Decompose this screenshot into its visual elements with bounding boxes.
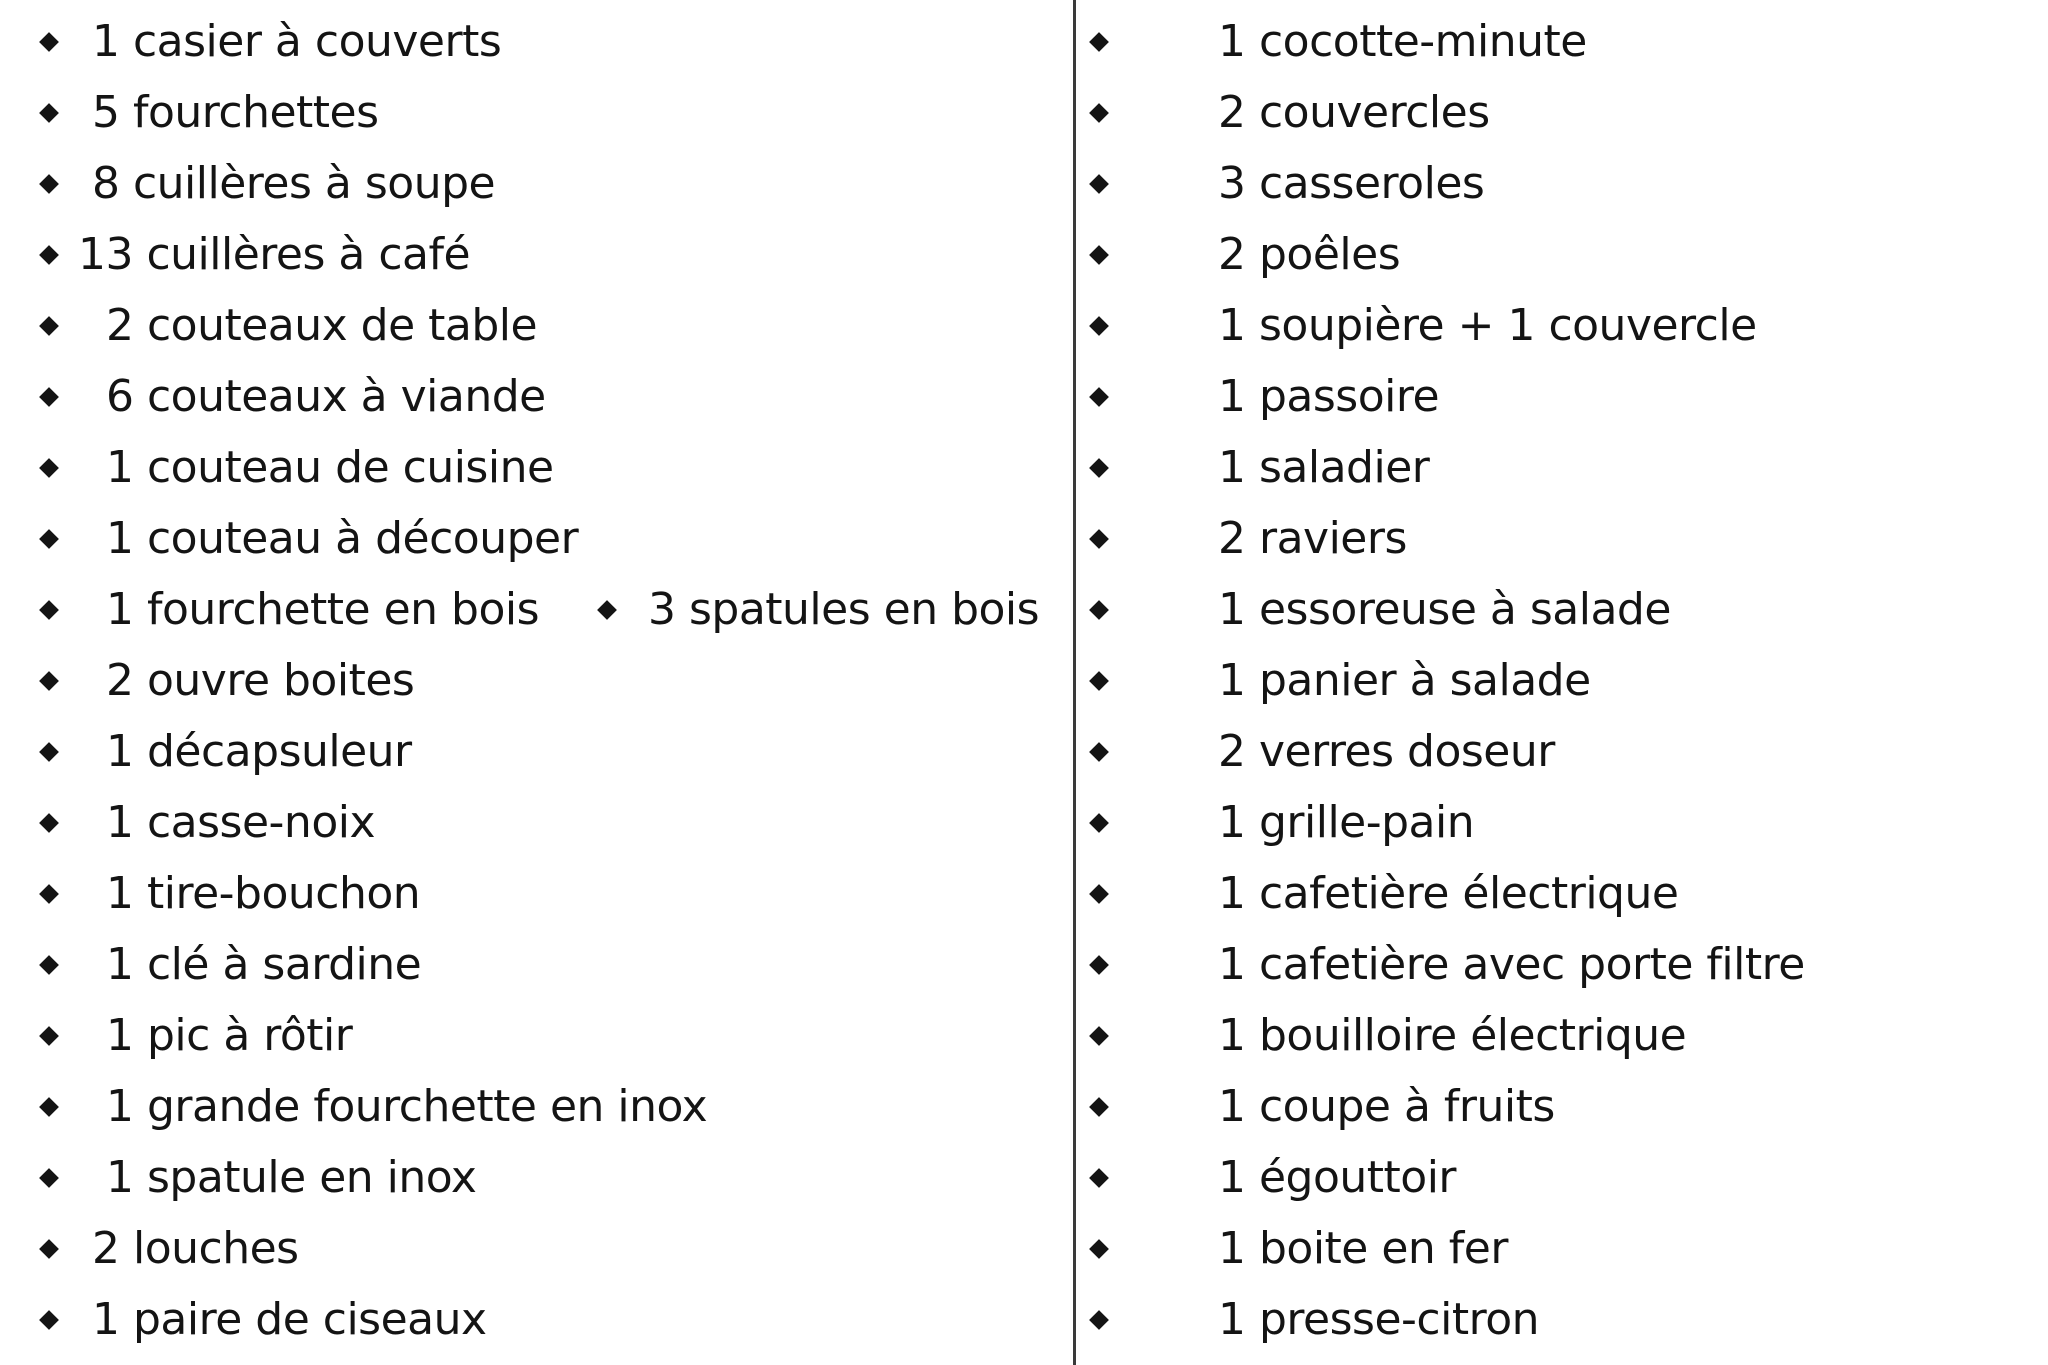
bullet-icon	[39, 458, 59, 478]
bullet-icon	[39, 245, 59, 265]
item-label: 1 fourchette en bois	[106, 584, 540, 635]
bullet-icon	[1089, 529, 1109, 549]
item-label: 2 couteaux de table	[106, 300, 538, 351]
item-label: 1 tire-bouchon	[106, 868, 421, 919]
item-label: 2 ouvre boites	[106, 655, 415, 706]
item-label: 1 grille-pain	[1218, 797, 1475, 848]
item-label: 1 décapsuleur	[106, 726, 412, 777]
bullet-icon	[1089, 1026, 1109, 1046]
item-label: 2 raviers	[1218, 513, 1407, 564]
item-label-inline-extra: 3 spatules en bois	[648, 584, 1040, 635]
bullet-icon	[1089, 103, 1109, 123]
bullet-icon	[39, 32, 59, 52]
item-label: 1 paire de ciseaux	[92, 1294, 487, 1345]
bullet-icon	[1089, 316, 1109, 336]
item-label: 2 poêles	[1218, 229, 1401, 280]
item-label: 2 louches	[92, 1223, 299, 1274]
bullet-icon	[39, 884, 59, 904]
item-label: 13 cuillères à café	[78, 229, 471, 280]
item-label: 2 couvercles	[1218, 87, 1490, 138]
bullet-icon	[39, 529, 59, 549]
bullet-icon	[39, 1168, 59, 1188]
item-label: 1 saladier	[1218, 442, 1430, 493]
bullet-icon	[1089, 1168, 1109, 1188]
item-label: 3 casseroles	[1218, 158, 1485, 209]
item-label: 1 passoire	[1218, 371, 1440, 422]
bullet-icon	[1089, 458, 1109, 478]
bullet-icon	[1089, 1310, 1109, 1330]
bullet-icon	[1089, 955, 1109, 975]
bullet-icon	[39, 1097, 59, 1117]
bullet-icon	[1089, 813, 1109, 833]
bullet-icon	[39, 174, 59, 194]
bullet-icon	[39, 103, 59, 123]
bullet-icon	[1089, 174, 1109, 194]
item-label: 1 coupe à fruits	[1218, 1081, 1555, 1132]
item-label: 1 cocotte-minute	[1218, 16, 1587, 67]
bullet-icon	[1089, 1097, 1109, 1117]
bullet-icon	[39, 600, 59, 620]
item-label: 1 presse-citron	[1218, 1294, 1539, 1345]
item-label: 6 couteaux à viande	[106, 371, 546, 422]
item-label: 1 bouilloire électrique	[1218, 1010, 1687, 1061]
item-label: 1 grande fourchette en inox	[106, 1081, 708, 1132]
item-label: 1 couteau de cuisine	[106, 442, 554, 493]
bullet-icon	[1089, 387, 1109, 407]
bullet-icon	[39, 1239, 59, 1259]
item-label: 1 couteau à découper	[106, 513, 579, 564]
bullet-icon	[39, 742, 59, 762]
item-label: 5 fourchettes	[92, 87, 379, 138]
bullet-icon	[39, 1310, 59, 1330]
bullet-icon	[1089, 600, 1109, 620]
bullet-icon	[39, 813, 59, 833]
item-label: 1 égouttoir	[1218, 1152, 1457, 1203]
item-label: 1 cafetière avec porte filtre	[1218, 939, 1805, 990]
item-label: 1 casse-noix	[106, 797, 375, 848]
column-divider	[1073, 0, 1076, 1365]
bullet-icon	[39, 1026, 59, 1046]
item-label: 8 cuillères à soupe	[92, 158, 496, 209]
item-label: 1 essoreuse à salade	[1218, 584, 1671, 635]
item-label: 1 pic à rôtir	[106, 1010, 353, 1061]
bullet-icon	[39, 955, 59, 975]
item-label: 1 soupière + 1 couvercle	[1218, 300, 1757, 351]
item-label: 1 casier à couverts	[92, 16, 502, 67]
bullet-icon	[597, 600, 617, 620]
item-label: 1 clé à sardine	[106, 939, 422, 990]
bullet-icon	[39, 671, 59, 691]
item-label: 2 verres doseur	[1218, 726, 1555, 777]
bullet-icon	[1089, 245, 1109, 265]
bullet-icon	[1089, 742, 1109, 762]
item-label: 1 panier à salade	[1218, 655, 1591, 706]
bullet-icon	[1089, 1239, 1109, 1259]
bullet-icon	[1089, 32, 1109, 52]
item-label: 1 boite en fer	[1218, 1223, 1508, 1274]
bullet-icon	[1089, 884, 1109, 904]
bullet-icon	[1089, 671, 1109, 691]
item-label: 1 cafetière électrique	[1218, 868, 1679, 919]
bullet-icon	[39, 387, 59, 407]
bullet-icon	[39, 316, 59, 336]
item-label: 1 spatule en inox	[106, 1152, 477, 1203]
